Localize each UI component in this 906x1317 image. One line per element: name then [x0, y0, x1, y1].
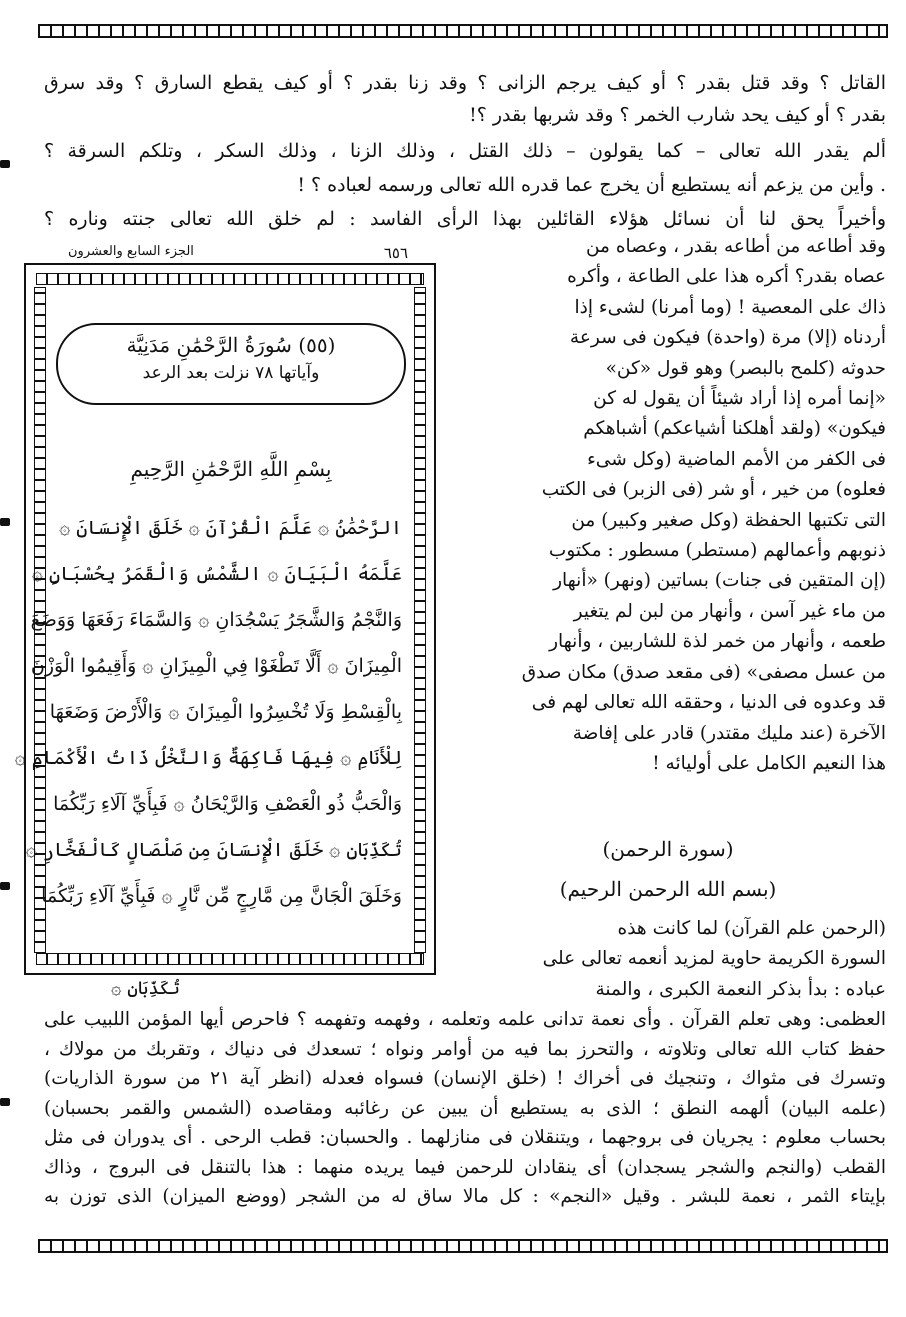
column-line: (الرحمن علم القرآن) لما كانت هذه: [617, 918, 886, 939]
quran-page-inset: [14, 263, 436, 975]
tail-verse: تُكَذِّبَانِ ۞: [110, 978, 180, 999]
surah-heading: (سورة الرحمن): [602, 837, 734, 861]
verse-line: الْمِيزَانَ ۞ أَلَّا تَطْغَوْا فِي الْمِيزَانِ ۞ وَأَقِيمُوا الْوَزْنَ: [30, 655, 402, 677]
column-line: ذاك على المعصية ! (وما أمرنا) لشىء إذا: [574, 296, 886, 318]
margin-mark: [0, 160, 10, 168]
verse-line: بِالْقِسْطِ وَلَا تُخْسِرُوا الْمِيزَانَ ۞ وَالْأَرْضَ وَضَعَهَا: [49, 701, 402, 723]
text-line: العظمى: وهى تعلم القرآن . وأى نعمة تدانى علمه وتعلمه ، وفهمه وتفهمه ؟ فاحرص أيها المؤمن اللبيب على: [44, 1009, 886, 1030]
surah-info: وآياتها ٧٨ نزلت بعد الرعد: [142, 363, 320, 383]
column-line: (إن المتقين فى جنات) بساتين (ونهر) «أنهار: [553, 570, 886, 592]
inset-juz-label: الجزء السابع والعشرون: [68, 244, 194, 259]
column-line: الآخرة (عند مليك مقتدر) قادر على إفاضة: [572, 722, 886, 744]
inset-border-top: [36, 273, 424, 285]
column-line: فيكون» (ولقد أهلكنا أشياعكم) أشباهكم: [583, 418, 886, 440]
verse-line: عَلَّمَهُ الْبَيَانَ ۞ الشَّمْسُ وَالْقَمَرُ بِحُسْبَانٍ ۞: [31, 563, 402, 585]
surah-title-cartouche: [56, 323, 406, 405]
column-line: السورة الكريمة حاوية لمزيد أنعمه تعالى على: [542, 948, 886, 970]
column-line: حدوثه (كلمح بالبصر) وهو قول «كن»: [605, 357, 886, 379]
margin-mark: [0, 1098, 10, 1106]
verse-line: وَخَلَقَ الْجَانَّ مِن مَّارِجٍ مِّن نَّارٍ ۞ فَبِأَيِّ آلَاءِ رَبِّكُمَا: [41, 885, 402, 907]
column-line: فى الكفر من الأمم الماضية (وكل شىء: [587, 448, 886, 470]
column-line: هذا النعيم الكامل على أوليائه !: [652, 752, 886, 774]
inset-border-right: [414, 287, 426, 953]
text-line: وأخيراً يحق لنا أن نسائل هؤلاء القائلين بهذا الرأى الفاسد : لم خلق الله تعالى جنته وناره ؟: [44, 208, 886, 230]
inset-border-bottom: [36, 953, 424, 965]
inset-page-header: [24, 244, 436, 264]
column-line: عصاه بقدر؟ أكره هذا على الطاعة ، وأكره: [567, 266, 886, 288]
verse-block: [14, 505, 402, 919]
column-line: «إنما أمره إذا أراد شيئاً أن يقول له كن: [593, 388, 886, 410]
verse-line: تُكَذِّبَانِ ۞ خَلَقَ الْإِنسَانَ مِن صَلْصَالٍ كَالْفَخَّارِ ۞: [25, 839, 402, 861]
text-line: بحساب معلوم : يجريان فى بروجهما ، ويتنقلان فى منازلهما . والحسبان: قطب الرحى . أى يدوران فى مثل: [44, 1127, 887, 1148]
verse-line: الرَّحْمَٰنُ ۞ عَلَّمَ الْقُرْآنَ ۞ خَلَقَ الْإِنسَانَ ۞: [59, 517, 402, 539]
column-line: من ماء غير آسن ، وأنهار من لبن لم يتغير: [573, 600, 886, 622]
column-line: ذنوبهم وأعمالهم (مستطر) مسطور : مكتوب: [548, 540, 886, 562]
column-line: وقد أطاعه من أطاعه بقدر ، وعصاه من: [585, 236, 886, 257]
column-line: عباده : بدأ بذكر النعمة الكبرى ، والمنة: [595, 978, 886, 1000]
surah-title: (٥٥) سُورَةُ الرَّحْمَٰنِ مَدَنِيَّة: [126, 333, 336, 357]
text-line: بإيتاء الثمر ، نعمة للبشر . وقيل «النجم» : كل مالا ساق له من الشجر (ووضع الميزان) الذى توزن به: [44, 1186, 886, 1207]
verse-line: وَالنَّجْمُ وَالشَّجَرُ يَسْجُدَانِ ۞ وَالسَّمَاءَ رَفَعَهَا وَوَضَعَ: [30, 609, 402, 631]
column-line: أردناه (إلا) مرة (واحدة) فيكون فى سرعة: [569, 327, 886, 349]
bottom-commentary: [44, 1005, 886, 1212]
text-line: القطب (والنجم والشجر يسجدان) أى ينقادان للرحمن فيما يريده منهما : هذا بالتنقل فى البروج ، وذاك: [44, 1156, 886, 1178]
column-line: قد وعدوه فى الدنيا ، وحققه الله تعالى لهم فى: [531, 692, 886, 714]
column-line: طعمه ، وأنهار من خمر لذة للشاربين ، وأنهار: [549, 631, 886, 653]
commentary-column: [448, 232, 886, 779]
text-line: . وأين من يزعم أنه يستطيع أن يخرج عما قدره الله تعالى ورسمه لعباده ؟ !: [297, 174, 886, 196]
text-line: وتسرك فى مثواك ، وتنجيك فى أخراك ! (خلق الإنسان) فسواه فعدله (انظر آية ٢١ من سورة الذاريات): [44, 1068, 886, 1089]
commentary-column-2: [448, 914, 886, 1005]
text-line: القاتل ؟ وقد قتل بقدر ؟ أو كيف يرجم الزانى ؟ وقد زنا بقدر ؟ أو كيف يقطع السارق ؟ وقد سرق: [44, 72, 886, 94]
margin-mark: [0, 882, 10, 890]
basmala-heading: (بسم الله الرحمن الرحيم): [559, 877, 777, 901]
text-line: ألم يقدر الله تعالى – كما يقولون – ذلك القتل ، وذلك الزنا ، وذلك السكر ، وتلكم السرقة ؟: [44, 140, 886, 162]
margin-mark: [0, 518, 10, 526]
column-line: من عسل مصفى» (فى مقعد صدق) مكان صدق: [521, 661, 886, 683]
text-line: بقدر ؟ أو كيف يحد شارب الخمر ؟ وقد شربها بقدر ؟!: [469, 104, 886, 126]
inset-page-number: ٦٥٦: [383, 244, 408, 262]
column-line: التى تكتبها الحفظة (وكل صغير وكبير) من: [571, 509, 886, 531]
verse-line: لِلْأَنَامِ ۞ فِيهَا فَاكِهَةٌ وَالنَّخْلُ ذَاتُ الْأَكْمَامِ ۞: [14, 747, 402, 769]
column-line: فعلوه) من خير ، أو شر (فى الزبر) فى الكتب: [541, 479, 886, 501]
inset-basmala: بِسْمِ اللَّهِ الرَّحْمَٰنِ الرَّحِيمِ: [130, 457, 332, 481]
text-line: (علمه البيان) ألهمه النطق ؛ الذى به يستطيع أن يبين عن رغائبه ومقاصده (الشمس والقمر بحسبان): [44, 1097, 886, 1119]
verse-line: وَالْحَبُّ ذُو الْعَصْفِ وَالرَّيْحَانُ ۞ فَبِأَيِّ آلَاءِ رَبِّكُمَا: [53, 793, 402, 815]
top-ornamental-border: [38, 24, 888, 38]
text-line: حفظ كتاب الله تعالى وتلاوته ، والتحرز بما فيه من أوامر ونواه ؛ تسعدك فى دنياك ، وتقربك من مولاك ،: [44, 1038, 886, 1060]
bottom-ornamental-border: [38, 1239, 888, 1253]
